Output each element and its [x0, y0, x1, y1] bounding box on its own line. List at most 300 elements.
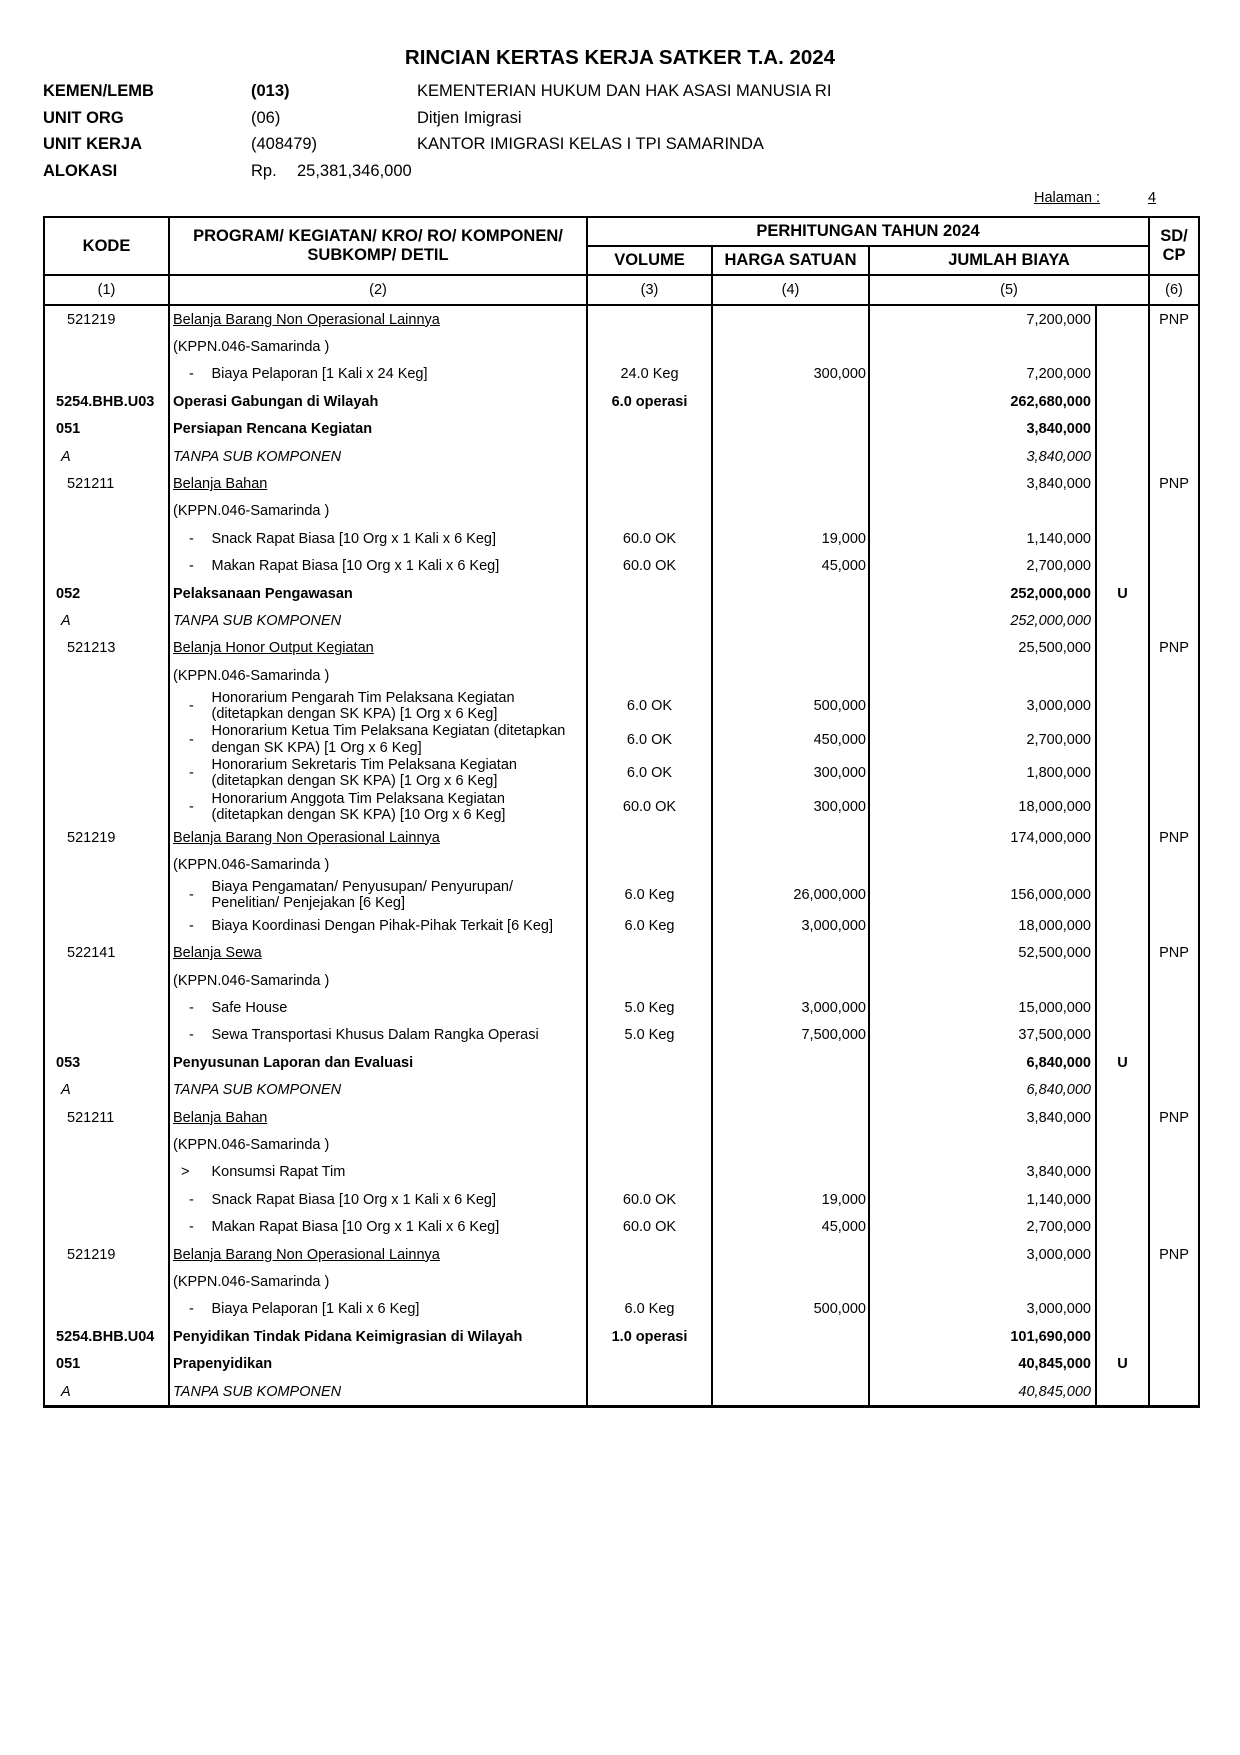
funding-source-cell	[1149, 1186, 1199, 1213]
volume-cell	[587, 723, 712, 757]
description-cell	[169, 333, 587, 360]
unit-price-cell	[712, 1131, 869, 1158]
detail-item	[173, 366, 586, 382]
unit-price-value: 450,000	[813, 731, 866, 748]
flag-cell	[1096, 553, 1149, 580]
code-cell	[44, 879, 169, 913]
currency-label: Rp.	[251, 162, 277, 180]
funding-source-cell	[1149, 967, 1199, 994]
table-row	[44, 607, 1199, 634]
code-cell	[44, 994, 169, 1021]
funding-source-cell	[1149, 1104, 1199, 1131]
description-cell	[169, 1350, 587, 1377]
description-cell	[169, 1131, 587, 1158]
table-row	[44, 388, 1199, 415]
amount-value: 6,840,000	[1026, 1082, 1091, 1099]
amount-value: 7,200,000	[1026, 311, 1091, 328]
bullet-marker: -	[189, 765, 194, 782]
row-code: 5254.BHB.U03	[56, 393, 155, 410]
flag-cell	[1096, 1131, 1149, 1158]
volume-value: 6.0 operasi	[611, 393, 688, 410]
code-cell	[44, 967, 169, 994]
unit-price-cell	[712, 967, 869, 994]
amount-value: 15,000,000	[1018, 1000, 1091, 1017]
unit-price-cell	[712, 388, 869, 415]
description-text: Makan Rapat Biasa [10 Org x 1 Kali x 6 Keg]	[211, 558, 500, 575]
description-cell	[169, 851, 587, 878]
amount-value: 6,840,000	[1026, 1054, 1091, 1071]
table-row	[44, 1104, 1199, 1131]
column-number: (4)	[712, 275, 869, 305]
funding-source-cell	[1149, 940, 1199, 967]
column-number: (1)	[44, 275, 169, 305]
description-text	[212, 690, 515, 723]
row-code: 521211	[67, 1109, 115, 1126]
description-text: Persiapan Rencana Kegiatan	[173, 421, 373, 438]
funding-source-cell	[1149, 333, 1199, 360]
unit-price-value: 45,000	[821, 558, 866, 575]
unit-price-cell	[712, 940, 869, 967]
volume-value: 6.0 OK	[626, 698, 673, 715]
unit-price-value: 3,000,000	[801, 1000, 866, 1017]
description-text: Belanja Barang Non Operasional Lainnya	[173, 311, 440, 328]
funding-source-cell	[1149, 851, 1199, 878]
code-cell	[44, 824, 169, 851]
detail-item	[173, 690, 586, 723]
description-text: Biaya Koordinasi Dengan Pihak-Pihak Terkait [6 Keg]	[211, 917, 553, 934]
description-text: Belanja Sewa	[173, 945, 262, 962]
volume-cell	[587, 1022, 712, 1049]
detail-item	[173, 1192, 586, 1208]
description-line: Biaya Pengamatan/ Penyusupan/ Penyurupan/	[211, 878, 513, 895]
amount-cell	[869, 553, 1096, 580]
amount-value: 3,000,000	[1026, 1246, 1091, 1263]
amount-cell	[869, 879, 1096, 913]
amount-value: 2,700,000	[1026, 731, 1091, 748]
row-code: 522141	[67, 945, 116, 962]
code-cell	[44, 757, 169, 791]
funding-source-cell	[1149, 757, 1199, 791]
bullet-marker: -	[189, 558, 194, 575]
funding-source-cell	[1149, 1268, 1199, 1295]
row-code: 051	[56, 1356, 81, 1373]
amount-value: 25,500,000	[1018, 640, 1091, 657]
volume-cell	[587, 443, 712, 470]
code-cell	[44, 1323, 169, 1350]
table-row	[44, 967, 1199, 994]
detail-item	[173, 558, 586, 574]
description-cell	[169, 1296, 587, 1323]
row-code: A	[61, 1082, 71, 1099]
volume-cell	[587, 1104, 712, 1131]
table-row	[44, 1186, 1199, 1213]
amount-cell	[869, 723, 1096, 757]
description-text	[212, 791, 506, 824]
funding-source-cell	[1149, 1022, 1199, 1049]
bullet-marker: -	[189, 799, 194, 816]
row-code: A	[61, 1383, 71, 1400]
volume-cell	[587, 1131, 712, 1158]
info-row-unit-kerja	[0, 133, 1240, 155]
unit-price-cell	[712, 1049, 869, 1076]
description-text: Biaya Pelaporan [1 Kali x 6 Keg]	[211, 1301, 420, 1318]
funding-source-value: PNP	[1159, 311, 1189, 328]
amount-cell	[869, 470, 1096, 497]
header-perhitungan: PERHITUNGAN TAHUN 2024	[587, 217, 1149, 246]
code-cell	[44, 443, 169, 470]
flag-cell	[1096, 1323, 1149, 1350]
volume-value: 5.0 Keg	[624, 1027, 675, 1044]
flag-cell	[1096, 851, 1149, 878]
flag-cell	[1096, 1049, 1149, 1076]
info-label: UNIT ORG	[43, 109, 124, 127]
table-row	[44, 443, 1199, 470]
volume-cell	[587, 1186, 712, 1213]
amount-value: 52,500,000	[1018, 945, 1091, 962]
detail-item	[173, 879, 586, 912]
table-row	[44, 824, 1199, 851]
column-number-row	[44, 275, 1199, 305]
volume-cell	[587, 553, 712, 580]
funding-source-cell	[1149, 1296, 1199, 1323]
funding-source-cell	[1149, 1214, 1199, 1241]
volume-value: 1.0 operasi	[611, 1328, 688, 1345]
amount-cell	[869, 1268, 1096, 1295]
amount-cell	[869, 1186, 1096, 1213]
description-text: TANPA SUB KOMPONEN	[173, 448, 342, 465]
unit-price-cell	[712, 443, 869, 470]
unit-price-cell	[712, 498, 869, 525]
description-cell	[169, 553, 587, 580]
flag-cell	[1096, 1296, 1149, 1323]
volume-value: 6.0 OK	[626, 731, 673, 748]
amount-cell	[869, 1350, 1096, 1377]
funding-source-cell	[1149, 1241, 1199, 1268]
flag-value: U	[1117, 585, 1128, 602]
row-code: 051	[56, 421, 81, 438]
code-cell	[44, 416, 169, 443]
description-line: Honorarium Sekretaris Tim Pelaksana Kegiatan	[211, 756, 517, 773]
description-text: Belanja Bahan	[173, 476, 268, 493]
volume-cell	[587, 361, 712, 388]
row-code: 053	[56, 1054, 81, 1071]
amount-value: 40,845,000	[1018, 1356, 1091, 1373]
detail-item	[173, 791, 586, 824]
unit-price-value: 500,000	[813, 1301, 866, 1318]
amount-value: 3,840,000	[1026, 1109, 1091, 1126]
description-cell	[169, 1022, 587, 1049]
description-line: Honorarium Anggota Tim Pelaksana Kegiatan	[211, 790, 505, 807]
funding-source-cell	[1149, 662, 1199, 689]
funding-source-cell	[1149, 388, 1199, 415]
code-cell	[44, 1186, 169, 1213]
description-cell	[169, 790, 587, 824]
code-cell	[44, 607, 169, 634]
info-code: (013)	[251, 82, 290, 100]
amount-cell	[869, 443, 1096, 470]
amount-value: 2,700,000	[1026, 558, 1091, 575]
detail-item	[173, 1027, 586, 1043]
unit-price-cell	[712, 1268, 869, 1295]
table-row	[44, 1378, 1199, 1407]
unit-price-value: 500,000	[813, 698, 866, 715]
description-cell	[169, 305, 587, 333]
amount-cell	[869, 580, 1096, 607]
funding-source-cell	[1149, 470, 1199, 497]
code-cell	[44, 388, 169, 415]
description-cell	[169, 361, 587, 388]
info-row-kemen	[0, 80, 1240, 102]
row-code: 521219	[67, 311, 116, 328]
unit-price-cell	[712, 851, 869, 878]
bullet-marker: -	[189, 366, 194, 383]
table-row	[44, 1268, 1199, 1295]
code-cell	[44, 580, 169, 607]
description-cell	[169, 1241, 587, 1268]
unit-price-cell	[712, 525, 869, 552]
description-cell	[169, 1186, 587, 1213]
amount-cell	[869, 1159, 1096, 1186]
description-cell	[169, 912, 587, 939]
description-cell	[169, 723, 587, 757]
flag-cell	[1096, 1214, 1149, 1241]
bullet-marker: >	[181, 1164, 190, 1181]
amount-value: 1,140,000	[1026, 1191, 1091, 1208]
code-cell	[44, 498, 169, 525]
column-number: (2)	[169, 275, 587, 305]
volume-cell	[587, 994, 712, 1021]
amount-value: 1,800,000	[1026, 765, 1091, 782]
amount-value: 18,000,000	[1018, 917, 1091, 934]
amount-value: 262,680,000	[1010, 393, 1091, 410]
code-cell	[44, 1022, 169, 1049]
table-row	[44, 1241, 1199, 1268]
amount-cell	[869, 361, 1096, 388]
table-row	[44, 361, 1199, 388]
volume-cell	[587, 607, 712, 634]
description-cell	[169, 1104, 587, 1131]
unit-price-cell	[712, 1186, 869, 1213]
unit-price-cell	[712, 1077, 869, 1104]
funding-source-cell	[1149, 1323, 1199, 1350]
funding-source-cell	[1149, 689, 1199, 723]
funding-source-cell	[1149, 824, 1199, 851]
volume-cell	[587, 388, 712, 415]
description-line: dengan SK KPA) [1 Org x 6 Keg]	[211, 739, 422, 756]
code-cell	[44, 689, 169, 723]
funding-source-cell	[1149, 1131, 1199, 1158]
volume-value: 60.0 OK	[622, 1191, 677, 1208]
flag-value: U	[1117, 1356, 1128, 1373]
header-jumlah-biaya: JUMLAH BIAYA	[869, 246, 1149, 275]
flag-cell	[1096, 1268, 1149, 1295]
table-row	[44, 635, 1199, 662]
column-number: (5)	[869, 275, 1149, 305]
flag-cell	[1096, 635, 1149, 662]
bullet-marker: -	[189, 1027, 194, 1044]
flag-cell	[1096, 1022, 1149, 1049]
flag-cell	[1096, 525, 1149, 552]
amount-value: 3,000,000	[1026, 698, 1091, 715]
info-name: Ditjen Imigrasi	[417, 109, 522, 127]
row-code: 521219	[67, 829, 116, 846]
code-cell	[44, 333, 169, 360]
code-cell	[44, 1241, 169, 1268]
table-row	[44, 498, 1199, 525]
description-text: (KPPN.046-Samarinda )	[173, 503, 330, 520]
table-header	[44, 217, 1199, 305]
table-row	[44, 1022, 1199, 1049]
unit-price-value: 3,000,000	[801, 917, 866, 934]
funding-source-cell	[1149, 912, 1199, 939]
funding-source-cell	[1149, 1049, 1199, 1076]
description-cell	[169, 662, 587, 689]
amount-cell	[869, 498, 1096, 525]
info-name: KEMENTERIAN HUKUM DAN HAK ASASI MANUSIA RI	[417, 82, 832, 100]
volume-value: 60.0 OK	[622, 799, 677, 816]
table-row	[44, 723, 1199, 757]
description-cell	[169, 607, 587, 634]
unit-price-cell	[712, 1241, 869, 1268]
description-text: Makan Rapat Biasa [10 Org x 1 Kali x 6 Keg]	[211, 1219, 500, 1236]
volume-cell	[587, 1077, 712, 1104]
description-text: Operasi Gabungan di Wilayah	[173, 393, 379, 410]
table-row	[44, 994, 1199, 1021]
flag-cell	[1096, 824, 1149, 851]
volume-cell	[587, 1268, 712, 1295]
description-text: TANPA SUB KOMPONEN	[173, 1082, 342, 1099]
header-program-line: PROGRAM/ KEGIATAN/ KRO/ RO/ KOMPONEN/	[193, 227, 563, 245]
info-label: ALOKASI	[43, 162, 118, 180]
funding-source-cell	[1149, 305, 1199, 333]
volume-cell	[587, 470, 712, 497]
code-cell	[44, 912, 169, 939]
table-row	[44, 416, 1199, 443]
amount-value: 2,700,000	[1026, 1219, 1091, 1236]
column-number: (3)	[587, 275, 712, 305]
detail-item	[173, 1000, 586, 1016]
volume-value: 60.0 OK	[622, 1219, 677, 1236]
funding-source-cell	[1149, 443, 1199, 470]
row-code: A	[61, 448, 71, 465]
detail-item	[173, 918, 586, 934]
volume-cell	[587, 1350, 712, 1377]
amount-value: 40,845,000	[1018, 1383, 1091, 1400]
header-row	[44, 217, 1199, 246]
amount-cell	[869, 912, 1096, 939]
volume-value: 60.0 OK	[622, 558, 677, 575]
code-cell	[44, 1077, 169, 1104]
description-cell	[169, 967, 587, 994]
table-row	[44, 790, 1199, 824]
unit-price-cell	[712, 790, 869, 824]
description-cell	[169, 388, 587, 415]
code-cell	[44, 1350, 169, 1377]
header-kode: KODE	[44, 217, 169, 275]
description-text: Belanja Bahan	[173, 1109, 268, 1126]
table-row	[44, 851, 1199, 878]
detail-item	[173, 757, 586, 790]
flag-cell	[1096, 912, 1149, 939]
unit-price-cell	[712, 553, 869, 580]
volume-value: 6.0 Keg	[624, 887, 675, 904]
flag-cell	[1096, 1104, 1149, 1131]
header-program-line: SUBKOMP/ DETIL	[307, 246, 449, 264]
column-number: (6)	[1149, 275, 1199, 305]
unit-price-cell	[712, 1323, 869, 1350]
amount-cell	[869, 1323, 1096, 1350]
funding-source-cell	[1149, 580, 1199, 607]
detail-item	[173, 1301, 586, 1317]
description-cell	[169, 470, 587, 497]
description-cell	[169, 1268, 587, 1295]
description-text: Safe House	[211, 1000, 288, 1017]
amount-value: 3,840,000	[1026, 421, 1091, 438]
volume-cell	[587, 1323, 712, 1350]
code-cell	[44, 305, 169, 333]
description-line: Honorarium Pengarah Tim Pelaksana Kegiatan	[211, 689, 515, 706]
volume-cell	[587, 790, 712, 824]
table-row	[44, 689, 1199, 723]
flag-cell	[1096, 333, 1149, 360]
description-cell	[169, 635, 587, 662]
table-row	[44, 879, 1199, 913]
info-label: UNIT KERJA	[43, 135, 143, 153]
volume-value: 60.0 OK	[622, 530, 677, 547]
description-text	[212, 757, 517, 790]
table-row	[44, 1296, 1199, 1323]
description-text: TANPA SUB KOMPONEN	[173, 1383, 342, 1400]
volume-cell	[587, 757, 712, 791]
amount-value: 174,000,000	[1010, 829, 1091, 846]
description-text	[212, 723, 566, 756]
description-text: Konsumsi Rapat Tim	[211, 1164, 346, 1181]
code-cell	[44, 662, 169, 689]
flag-value: U	[1117, 1054, 1128, 1071]
volume-cell	[587, 1049, 712, 1076]
flag-cell	[1096, 498, 1149, 525]
description-text: Pelaksanaan Pengawasan	[173, 585, 353, 602]
code-cell	[44, 553, 169, 580]
unit-price-cell	[712, 1104, 869, 1131]
row-code: A	[61, 612, 71, 629]
amount-value: 3,840,000	[1026, 448, 1091, 465]
unit-price-value: 300,000	[813, 799, 866, 816]
funding-source-cell	[1149, 416, 1199, 443]
volume-cell	[587, 662, 712, 689]
volume-cell	[587, 689, 712, 723]
amount-cell	[869, 388, 1096, 415]
table-row	[44, 1131, 1199, 1158]
description-text: Penyidikan Tindak Pidana Keimigrasian di Wilayah	[173, 1328, 523, 1345]
volume-cell	[587, 525, 712, 552]
flag-cell	[1096, 416, 1149, 443]
flag-cell	[1096, 723, 1149, 757]
flag-cell	[1096, 1378, 1149, 1407]
header-volume: VOLUME	[587, 246, 712, 275]
description-cell	[169, 824, 587, 851]
bullet-marker: -	[189, 917, 194, 934]
table-row	[44, 470, 1199, 497]
amount-value: 37,500,000	[1018, 1027, 1091, 1044]
table-row	[44, 1214, 1199, 1241]
code-cell	[44, 1104, 169, 1131]
unit-price-cell	[712, 607, 869, 634]
description-text: (KPPN.046-Samarinda )	[173, 1273, 330, 1290]
table-row	[44, 912, 1199, 939]
flag-cell	[1096, 994, 1149, 1021]
funding-source-cell	[1149, 1350, 1199, 1377]
